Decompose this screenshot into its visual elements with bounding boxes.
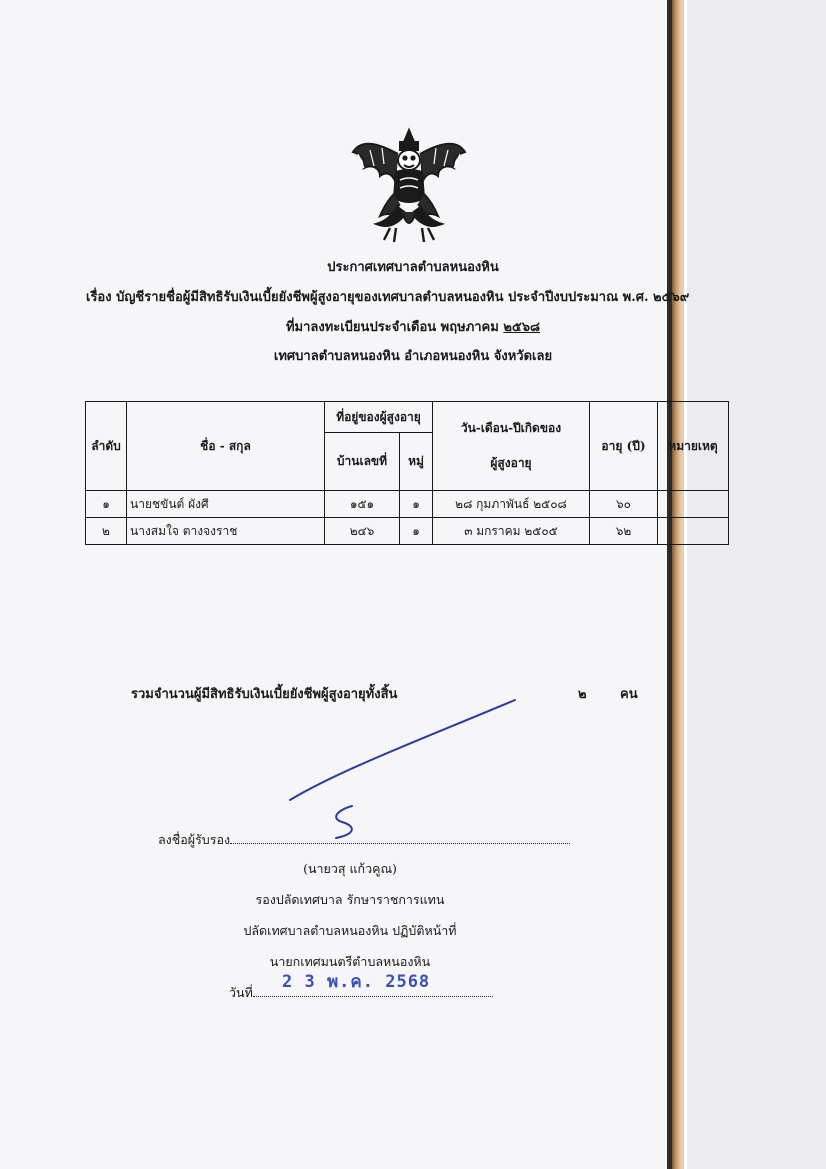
registration-prefix: ที่มาลงทะเบียนประจำเดือน พฤษภาคม	[285, 320, 504, 335]
signer-name: (นายวสุ แก้วคูณ)	[303, 861, 397, 876]
announcement-subject: เรื่อง บัญชีรายชื่อผู้มีสิทธิรับเงินเบี้ยยังชีพผู้สูงอายุของเทศบาลตำบลหนองหิน ประจำปีงบประมาณ พ.ศ. ๒๕๖๙	[86, 290, 690, 305]
signature-line	[158, 830, 570, 850]
cell-no: ๒	[86, 518, 127, 545]
header-address-group: ที่อยู่ของผู้สูงอายุ	[325, 402, 433, 433]
cell-age: ๖๐	[590, 491, 658, 518]
cell-dob: ๒๘ กุมภาพันธ์ ๒๕๐๘	[433, 491, 590, 518]
header-no: ลำดับ	[86, 402, 127, 491]
signer-position-1: รองปลัดเทศบาล รักษาราชการแทน	[255, 892, 445, 907]
registration-year: ๒๕๖๘	[503, 320, 541, 335]
header-dob-line2: ผู้สูงอายุ	[490, 456, 532, 470]
header-name: ชื่อ - สกุล	[127, 402, 325, 491]
cell-no: ๑	[86, 491, 127, 518]
signer-position-2: ปลัดเทศบาลตำบลหนองหิน ปฏิบัติหน้าที่	[243, 923, 457, 938]
header-note: หมายเหตุ	[658, 402, 729, 491]
cell-moo: ๑	[400, 491, 433, 518]
header-house-no: บ้านเลขที่	[325, 433, 400, 491]
header-moo: หมู่	[400, 433, 433, 491]
date-dotted-line	[253, 996, 493, 997]
cell-age: ๖๒	[590, 518, 658, 545]
office-name: เทศบาลตำบลหนองหิน อำเภอหนองหิน จังหวัดเลย	[273, 349, 553, 364]
cell-name: นายชขันต์ ผังศี	[127, 491, 325, 518]
announcement-title: ประกาศเทศบาลตำบลหนองหิน	[327, 260, 499, 275]
summary-unit: คน	[620, 687, 638, 702]
signer-position-3: นายกเทศมนตรีตำบลหนองหิน	[269, 954, 431, 969]
signature-dotted-line	[230, 843, 570, 844]
date-label: วันที่	[229, 985, 253, 1000]
summary-count: ๒	[578, 687, 587, 702]
summary-label: รวมจำนวนผู้มีสิทธิรับเงินเบี้ยยังชีพผู้สูงอายุทั้งสิ้น	[131, 687, 398, 702]
header-dob-line1: วัน-เดือน-ปีเกิดของ	[460, 421, 562, 435]
cell-house-no: ๒๔๖	[325, 518, 400, 545]
signature-label: ลงชื่อผู้รับรอง	[158, 832, 231, 847]
date-stamp: 2 3 พ.ค. 2568	[282, 972, 431, 992]
cell-name: นางสมใจ ตางจงราช	[127, 518, 325, 545]
header-age: อายุ (ปี)	[590, 402, 658, 491]
cell-house-no: ๑๕๑	[325, 491, 400, 518]
cell-dob: ๓ มกราคม ๒๕๐๕	[433, 518, 590, 545]
cell-moo: ๑	[400, 518, 433, 545]
